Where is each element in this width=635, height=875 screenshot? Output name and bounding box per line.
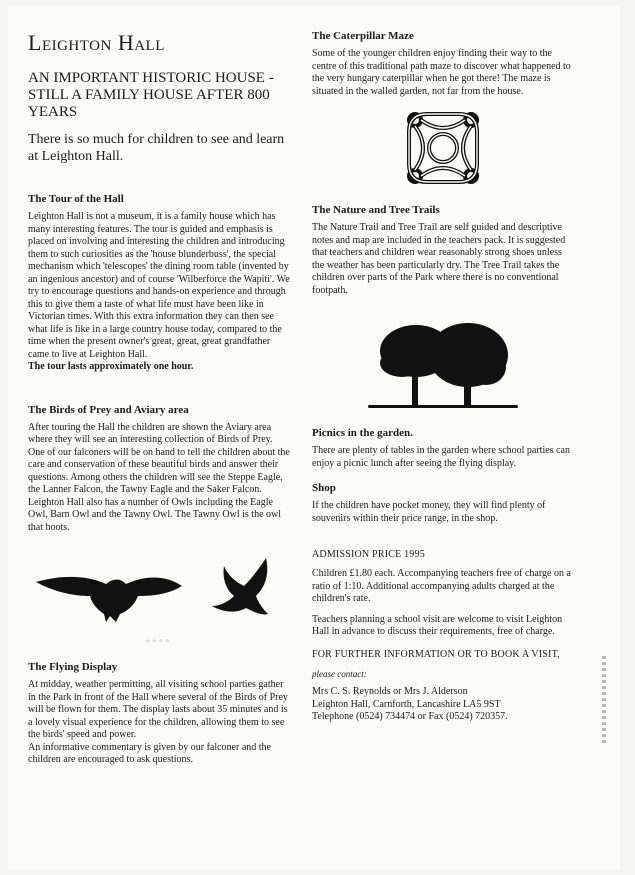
shop-section <box>312 482 574 525</box>
shop-heading: Shop <box>312 482 336 494</box>
contact-heading: FOR FURTHER INFORMATION OR TO BOOK A VISIT, <box>312 648 560 660</box>
birds-body: After touring the Hall the children are shown the Aviary area where they will see an interesting collection of Birds of Prey. One of our falconers will be on hand to tell the children about the care and conservation of these beautiful birds and answer their questions. Among others the children will see the Steppe Eagle, the Lanner Falcon, the Tawny Eagle and the Saker Falcon. Leighton Hall also has a number of Owls including the Eagle Owl, Barn Owl and the Tawny Owl. The Tawny Owl is the owl that hoots. <box>28 421 290 533</box>
birds-illustration <box>28 554 290 626</box>
left-column <box>28 30 290 787</box>
falcon-silhouette-icon <box>206 556 286 620</box>
caterpillar-heading: The Caterpillar Maze <box>312 30 414 42</box>
birds-heading: The Birds of Prey and Aviary area <box>28 403 189 416</box>
caterpillar-section <box>312 30 574 190</box>
flying-commentary: An informative commentary is given by our falconer and the children are encouraged to ask questions. <box>28 741 271 765</box>
eagle-silhouette-icon <box>34 564 184 624</box>
admission-prices: Children £1.80 each. Accompanying teachers free of charge on a ratio of 1:10. Additional accompanying adults charged at the children's rate. <box>312 568 571 604</box>
admission-section <box>312 549 574 639</box>
birds-section <box>28 404 290 535</box>
nature-section <box>312 204 574 297</box>
brochure-page <box>8 6 620 870</box>
contact-section <box>312 649 574 724</box>
page-subtitle: AN IMPORTANT HISTORIC HOUSE - STILL A FAMILY HOUSE AFTER 800 YEARS <box>28 70 274 120</box>
contact-phone: Telephone (0524) 734474 or Fax (0524) 720357. <box>312 711 508 722</box>
flying-body: At midday, weather permitting, all visiting school parties gather in the Park in front of the Hall where several of the Birds of Prey will be flown for them. The display lasts about 35 minutes and is a lovely visual experience for the children, allowing them to see the birds' speed and power. <box>28 679 288 740</box>
tour-duration: The tour lasts approximately one hour. <box>28 361 194 372</box>
tree-silhouette-icon <box>368 317 518 409</box>
admission-heading: ADMISSION PRICE 1995 <box>312 549 425 560</box>
right-column <box>312 30 574 732</box>
margin-scan-mark <box>602 656 606 746</box>
contact-names: Mrs C. S. Reynolds or Mrs J. Alderson <box>312 686 468 697</box>
celtic-knot-maze-icon <box>401 106 485 190</box>
caterpillar-body: Some of the younger children enjoy finding their way to the centre of this traditional path maze to discover what happened to the very hungary caterpillar when he got there! The maze is situated in the walled garden, not far from the house. <box>312 48 571 97</box>
tour-section <box>28 193 290 374</box>
nature-heading: The Nature and Tree Trails <box>312 204 440 216</box>
tour-heading: The Tour of the Hall <box>28 193 124 205</box>
decorative-dots: ◦◦◦◦ <box>145 636 173 647</box>
shop-body: If the children have pocket money, they will find plenty of souvenirs within their price range, in the shop. <box>312 500 546 524</box>
picnics-section <box>312 427 574 470</box>
nature-body: The Nature Trail and Tree Trail are self guided and descriptive notes and map are included in the teachers pack. It is suggested that teachers and children wear reasonably strong shoes unless the weather has been particularly dry. The Tree Trail takes the children over parts of the Park where there is no conventional footpath. <box>312 222 566 296</box>
tour-body: Leighton Hall is not a museum, it is a family house which has many interesting features. The tour is guided and emphasis is placed on involving and interesting the children and introducing them to such curiosities as the 'house blunderbuss', the special mechanism which 'telescopes' the dining room table (invented by an ingenious ancestor) and of course 'Wilberforce the Wapiti'. We try to encourage questions and hands-on experience and through this to give them a taste of what life must have been like in Victorian times. With this extra information they can then see what life is like in a large country house today, compared to the time when the present owner's great, great, great grandfather came to live at Leighton Hall. <box>28 211 290 360</box>
flying-heading: The Flying Display <box>28 661 118 673</box>
contact-prompt: please contact: <box>312 668 367 679</box>
flying-section <box>28 661 290 767</box>
contact-address: Leighton Hall, Carnforth, Lancashire LA5 9ST <box>312 698 501 710</box>
picnics-body: There are plenty of tables in the garden where school parties can enjoy a picnic lunch after seeing the flying display. <box>312 445 570 469</box>
admission-planning: Teachers planning a school visit are welcome to visit Leighton Hall in advance to discuss their requirements, free of charge. <box>312 613 563 637</box>
page-title: Leighton Hall <box>28 30 165 55</box>
intro-text: There is so much for children to see and learn at Leighton Hall. <box>28 132 285 164</box>
picnics-heading: Picnics in the garden. <box>312 427 413 439</box>
